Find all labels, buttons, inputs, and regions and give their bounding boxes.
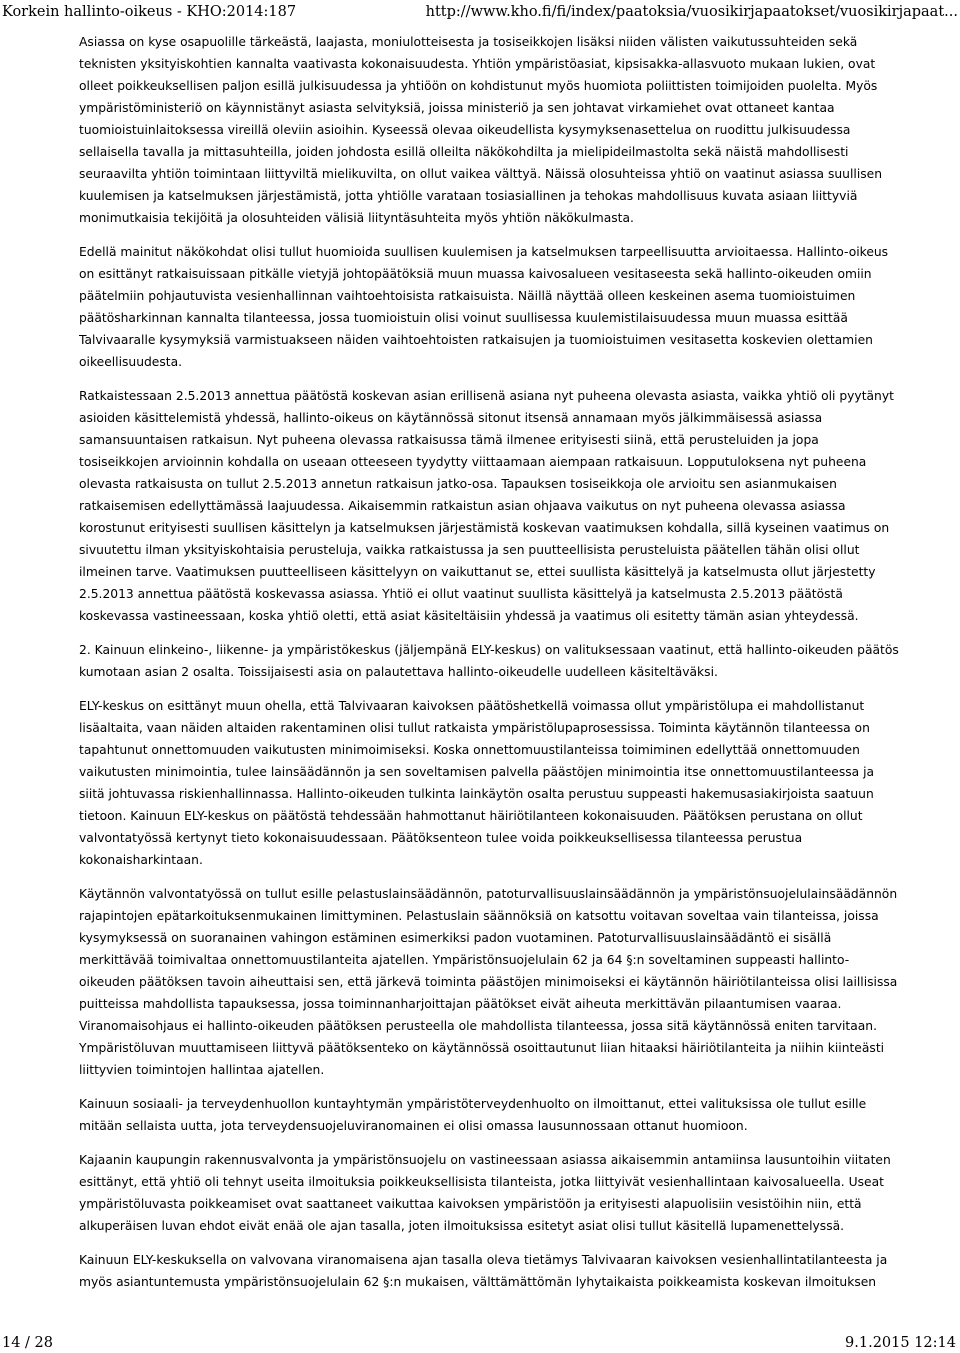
paragraph: ELY-keskus on esittänyt muun ohella, että Talvivaaran kaivoksen päätöshetkellä voimassa ollut ympäristölupa ei mahdollistanut lisäaltaita, vaan näiden altaiden rakentaminen olisi tullut ratkaista ympäristölupaprosessissa. Toiminta käytännön tilanteessa on tapahtunut onnettomuuden vaikutusten minimoimiseksi. Koska onnettomuustilanteissa toimiminen edellyttää onnettomuuden vaikutusten minimointia, tulee lainsäädännön ja sen soveltamisen palvella päästöjen minimointia itse onnettomuustilanteessa ja siitä johtuvassa riskienhallinnassa. Hallinto-oikeuden tulkinta lainkäytön osalta perustuu suppeasti hakemusasiakirjoista saatuun tietoon. Kainuun ELY-keskus on päätöstä tehdessään hahmottanut häiriötilanteen kokonaisuuden. Päätöksen perustana on ollut valvontatyössä kertynyt tieto kokonaisuudessaan. Päätöksenteon tulee voida poikkeuksellisessa tilanteessa perustua kokonaisharkintaan. bbox=[79, 699, 875, 867]
paragraph: Ratkaistessaan 2.5.2013 annettua päätöstä koskevan asian erillisenä asiana nyt puheena olevasta asiasta, vaikka yhtiö oli pyytänyt asioiden käsittelemistä yhdessä, hallinto-oikeus on käytännössä sitonut itsensä annamaan myös jälkimmäisessä asiassa samansuuntaisen ratkaisun. Nyt puheena olevassa ratkaisussa tämä ilmenee erityisesti siinä, että perusteluiden ja jopa tosiseikkojen arvioinnin kohdalla on useaan otteeseen tyydytty viittaamaan aiempaan ratkaisuun. Lopputuloksena nyt puheena olevasta ratkaisusta on tullut 2.5.2013 annetun ratkaisun jatko-osa. Tapauksen tosiseikkoja ole arvioitu sen asianmukaisen ratkaisemisen edellyttämässä laajuudessa. Aikaisemmin ratkaistun asian ohjaava vaikutus on nyt puheena olevassa asiassa korostunut erityisesti suullisen käsittelyn ja katselmuksen järjestämistä koskevan vaatimuksen kohdalla, sillä kyseinen vaatimus on sivuutettu ilman yksityiskohtaisia perusteluja, vaikka ratkaistussa ja sen puutteellisista perusteluista päätellen tähän olisi ollut ilmeinen tarve. Vaatimuksen puutteelliseen käsittelyyn on vaikuttanut se, ettei suullista käsittelyä ja katselmusta ollut järjestetty 2.5.2013 annettua päätöstä koskevassa asiassa. Yhtiö ei ollut vaatinut suullista käsittelyä ja katselmusta 2.5.2013 päätöstä koskevassa vastineessaan, koska yhtiö oletti, että asiat käsiteltäisiin yhdessä ja vaatimus oli esitetty tämän asian yhteydessä. bbox=[79, 389, 894, 623]
paragraph: Kainuun ELY-keskuksella on valvovana viranomaisena ajan tasalla oleva tietämys Talvivaaran kaivoksen vesienhallintatilanteesta ja myös asiantuntemusta ympäristönsuojelulain 62 §:n mukaisen, välttämättömän lyhytaikaista poikkeamista koskevan ilmoituksen bbox=[79, 1253, 888, 1289]
print-timestamp: 9.1.2015 12:14 bbox=[845, 1335, 956, 1351]
paragraph: 2. Kainuun elinkeino-, liikenne- ja ympäristökeskus (jäljempänä ELY-keskus) on valituksessaan vaatinut, että hallinto-oikeuden päätös kumotaan asian 2 osalta. Toissijaisesti asia on palautettava hallinto-oikeudelle uudelleen käsiteltäväksi. bbox=[79, 643, 899, 679]
document-body bbox=[79, 31, 899, 1305]
paragraph: Kainuun sosiaali- ja terveydenhuollon kuntayhtymän ympäristöterveydenhuolto on ilmoittanut, ettei valituksissa ole tullut esille mitään sellaista uutta, jota terveydensuojeluviranomainen ei olisi omassa lausunnossaan ottanut huomioon. bbox=[79, 1097, 867, 1133]
paragraph: Edellä mainitut näkökohdat olisi tullut huomioida suullisen kuulemisen ja katselmuksen tarpeellisuutta arvioitaessa. Hallinto-oikeus on esittänyt ratkaisuissaan pitkälle vietyjä johtopäätöksiä muun muassa kaivosalueen vesitaseesta sekä hallinto-oikeuden omiin päätelmiin pohjautuvista vesienhallinnan vaihtoehtoisista ratkaisuista. Näillä näyttää olleen keskeinen asema tuomioistuimen päätösharkinnan kannalta tilanteessa, jossa tuomioistuin olisi voinut suullisessa kuulemistilaisuudessa muun muassa esittää Talvivaaralle kysymyksiä varmistuakseen näiden vaihtoehtoisten ratkaisujen ja tuomioistuimen vesitasetta koskevien olettamien oikeellisuudesta. bbox=[79, 245, 889, 369]
print-footer bbox=[0, 1334, 960, 1353]
paragraph: Asiassa on kyse osapuolille tärkeästä, laajasta, moniulotteisesta ja tosiseikkojen lisäksi niiden välisten vaikutussuhteiden sekä teknisten yksityiskohtien kannalta vaativasta kokonaisuudesta. Yhtiön ympäristöasiat, kipsisakka-allasvuoto mukaan lukien, ovat olleet poikkeuksellisen paljon esillä julkisuudessa ja yhtiöön on kohdistunut myös huomiota poliittisten toimijoiden puolelta. Myös ympäristöministeriö on käynnistänyt asiasta selvityksiä, joissa ministeriö ja sen johtavat virkamiehet ovat ottaneet kantaa tuomioistuinlaitoksessa vireillä oleviin asioihin. Kyseessä olevaa oikeudellista kysymyksenasettelua on ruodittu julkisuudessa sellaisella tavalla ja mittasuhteilla, joiden johdosta esillä olleilta näkökohdilta ja mielipideilmastolta sekä näistä mahdollisesti seuraavilta yhtiön toimintaan liittyviltä mielikuvilta, on ollut vaikea välttyä. Näissä olosuhteissa yhtiö on vaatinut asiassa suullisen kuulemisen ja katselmuksen järjestämistä, jotta yhtiölle varataan tosiasiallinen ja tehokas mahdollisuus kuvata asiaan liittyviä monimutkaisia tekijöitä ja olosuhteiden välisiä liityntäsuhteita myös yhtiön näkökulmasta. bbox=[79, 35, 882, 225]
paragraph: Kajaanin kaupungin rakennusvalvonta ja ympäristönsuojelu on vastineessaan asiassa aikaisemmin antamiinsa lausuntoihin viitaten esittänyt, että yhtiö oli tehnyt useita ilmoituksia poikkeuksellisista tilanteista, jotka liittyivät vesienhallintaan kaivosalueella. Useat ympäristöluvasta poikkeamiset ovat saattaneet vaikuttaa kaivoksen ympäristöön ja erityisesti alapuolisiin vesistöihin niin, että alkuperäisen luvan ehdot eivät enää ole ajan tasalla, joten ilmoituksissa esitetyt asiat olisi tullut käsitellä lupamenettelyssä. bbox=[79, 1153, 891, 1233]
document-title: Korkein hallinto-oikeus - KHO:2014:187 bbox=[2, 4, 297, 20]
page-number: 14 / 28 bbox=[2, 1335, 54, 1351]
print-header bbox=[0, 0, 960, 24]
paragraph: Käytännön valvontatyössä on tullut esille pelastuslainsäädännön, patoturvallisuuslainsäädännön ja ympäristönsuojelulainsäädännön rajapintojen epätarkoituksenmukainen limittyminen. Pelastuslain säännöksiä on katsottu voitavan soveltaa vain tilanteissa, joissa kysymyksessä on suoranainen vahingon estäminen esimerkiksi padon vuotaminen. Patoturvallisuuslainsäädäntö ei sisällä merkittävää toimivaltaa onnettomuustilanteita ajatellen. Ympäristönsuojelulain 62 ja 64 §:n soveltaminen suppeasti hallinto-oikeuden päätöksen tavoin aiheuttaisi sen, että järkevä toiminta päästöjen minimoiseksi ei käytännön häiriötilanteissa olisi laillisissa puitteissa mahdollista tapauksessa, jossa toiminnanharjoittajan päätökset eivät aiheuta merkittävän pilaantumisen vaaraa. Viranomaisohjaus ei hallinto-oikeuden päätöksen perusteella ole mahdollista tilanteessa, jossa sitä käytännössä eniten tarvitaan. Ympäristöluvan muuttamiseen liittyvä päätöksenteko on käytännössä osoittautunut liian hitaaksi häiriötilanteita ja niihin kiinteästi liittyvien toimintojen hallintaa ajatellen. bbox=[79, 887, 898, 1077]
document-url: http://www.kho.fi/fi/index/paatoksia/vuosikirjapaatokset/vuosikirjapaat... bbox=[425, 4, 958, 20]
